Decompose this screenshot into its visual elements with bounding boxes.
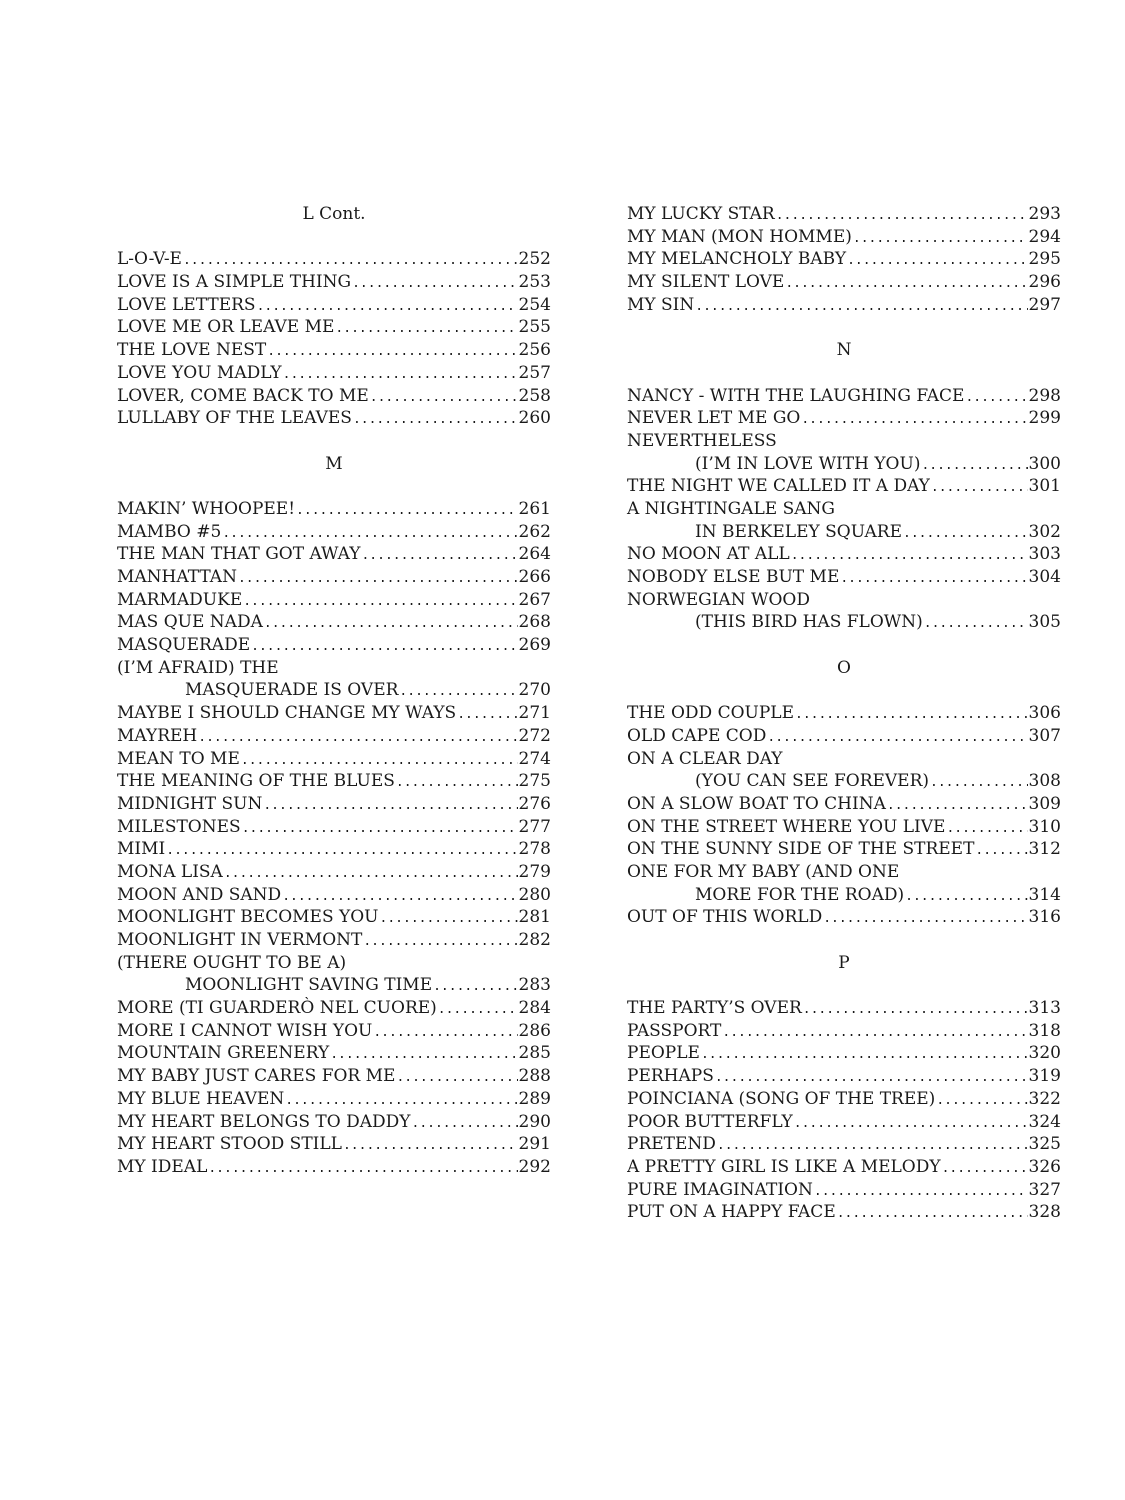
entry-title: MONA LISA — [117, 861, 223, 882]
entry-title: MASQUERADE IS OVER — [185, 680, 399, 701]
entry-page-number: 274 — [518, 748, 551, 769]
entry-title: MY BABY JUST CARES FOR ME — [117, 1066, 396, 1087]
index-entry — [117, 793, 551, 816]
index-column-left — [117, 203, 551, 1179]
entry-title: POINCIANA (SONG OF THE TREE) — [627, 1088, 936, 1109]
dot-leader — [701, 1044, 1028, 1065]
dot-leader — [803, 999, 1028, 1020]
index-entry — [627, 203, 1061, 226]
entry-title: PERHAPS — [627, 1066, 714, 1087]
index-entry — [117, 248, 551, 271]
index-entry — [627, 1179, 1061, 1202]
dot-leader — [887, 795, 1028, 816]
dot-leader — [243, 591, 517, 612]
entry-page-number: 310 — [1028, 816, 1061, 837]
dot-leader — [717, 1135, 1028, 1156]
index-entry — [117, 929, 551, 952]
index-entry — [627, 566, 1061, 589]
entry-title: MY HEART STOOD STILL — [117, 1134, 342, 1155]
entry-page-number: 268 — [518, 612, 551, 633]
entry-page-number: 272 — [518, 725, 551, 746]
index-entry — [117, 294, 551, 317]
dot-leader — [903, 523, 1028, 544]
dot-leader — [257, 296, 518, 317]
index-entry — [627, 1042, 1061, 1065]
index-entry — [627, 1065, 1061, 1088]
dot-leader — [251, 636, 517, 657]
entry-page-number: 304 — [1028, 567, 1061, 587]
entry-page-number: 267 — [518, 589, 551, 610]
dot-leader — [353, 409, 518, 430]
entry-page-number: 255 — [518, 317, 551, 338]
index-entry — [117, 816, 551, 839]
entry-page-number: 294 — [1028, 226, 1061, 247]
entry-page-number: 296 — [1028, 272, 1061, 293]
section-spacer — [117, 430, 551, 453]
dot-leader — [695, 296, 1027, 317]
entry-page-number: 256 — [518, 340, 551, 361]
index-entry — [627, 385, 1061, 408]
entry-title: NOBODY ELSE BUT ME — [627, 567, 840, 587]
entry-page-number: 326 — [1028, 1156, 1061, 1177]
entry-title: THE MAN THAT GOT AWAY — [117, 544, 361, 565]
entry-page-number: 279 — [518, 861, 551, 882]
index-entry — [117, 974, 551, 997]
dot-leader — [795, 704, 1028, 725]
section-spacer — [627, 634, 1061, 657]
section-spacer — [627, 679, 1061, 702]
index-entry — [627, 997, 1061, 1020]
index-entry — [627, 521, 1061, 544]
dot-leader — [361, 545, 517, 566]
index-entry-title-line: ONE FOR MY BABY (AND ONE — [627, 861, 900, 882]
dot-leader — [183, 250, 518, 271]
entry-title: MY SIN — [627, 294, 695, 315]
section-heading-p: P — [838, 952, 850, 973]
index-entry — [117, 1020, 551, 1043]
entry-title: MY LUCKY STAR — [627, 204, 775, 224]
index-entry — [627, 725, 1061, 748]
entry-title: LOVE LETTERS — [117, 294, 256, 315]
index-entry — [627, 294, 1061, 317]
dot-leader — [238, 568, 518, 589]
dot-leader — [370, 387, 518, 408]
dot-leader — [776, 205, 1028, 226]
dot-leader — [930, 772, 1028, 793]
dot-leader — [847, 250, 1027, 271]
index-entry — [627, 1020, 1061, 1043]
dot-leader — [946, 818, 1027, 839]
index-entry — [627, 1088, 1061, 1111]
entry-page-number: 277 — [518, 816, 551, 837]
entry-title: LOVER, COME BACK TO ME — [117, 385, 369, 406]
entry-title: LOVE YOU MADLY — [117, 362, 282, 383]
dot-leader — [722, 1022, 1027, 1043]
entry-title: PASSPORT — [627, 1020, 722, 1041]
entry-title: IN BERKELEY SQUARE — [695, 521, 903, 542]
index-entry-title-line: NEVERTHELESS — [627, 430, 777, 451]
section-heading-n: N — [836, 340, 852, 361]
entry-page-number: 313 — [1028, 998, 1061, 1019]
entry-title: MORE (TI GUARDERÒ NEL CUORE) — [117, 998, 437, 1019]
entry-title: NO MOON AT ALL — [627, 544, 790, 565]
entry-page-number: 314 — [1028, 884, 1061, 905]
index-entry — [117, 634, 551, 657]
entry-page-number: 285 — [518, 1043, 551, 1064]
entry-page-number: 318 — [1028, 1020, 1061, 1041]
entry-page-number: 291 — [518, 1134, 551, 1155]
dot-leader — [942, 1158, 1028, 1179]
index-entry — [117, 997, 551, 1020]
dot-leader — [433, 976, 517, 997]
entry-page-number: 261 — [518, 498, 551, 519]
index-entry — [117, 679, 551, 702]
entry-page-number: 302 — [1028, 521, 1061, 542]
section-spacer — [117, 226, 551, 249]
entry-title: THE MEANING OF THE BLUES — [117, 771, 395, 792]
entry-title: MOON AND SAND — [117, 884, 282, 905]
entry-title: ON THE STREET WHERE YOU LIVE — [627, 816, 946, 837]
entry-page-number: 308 — [1028, 771, 1061, 792]
index-entry — [117, 884, 551, 907]
entry-title: (I’M IN LOVE WITH YOU) — [695, 453, 921, 474]
entry-page-number: 299 — [1028, 408, 1061, 429]
entry-title: LOVE ME OR LEAVE ME — [117, 317, 335, 338]
index-entry — [627, 1156, 1061, 1179]
index-entry-title-line: ON A CLEAR DAY — [627, 748, 783, 769]
entry-title: MY SILENT LOVE — [627, 272, 785, 293]
entry-title: MAS QUE NADA — [117, 612, 263, 633]
entry-page-number: 253 — [518, 272, 551, 293]
dot-leader — [222, 523, 517, 544]
entry-page-number: 307 — [1028, 725, 1061, 746]
entry-title: MARMADUKE — [117, 589, 243, 610]
dot-leader — [198, 727, 517, 748]
entry-page-number: 280 — [518, 884, 551, 905]
section-spacer — [627, 316, 1061, 339]
entry-title: MOONLIGHT BECOMES YOU — [117, 907, 379, 928]
index-entry — [117, 271, 551, 294]
entry-page-number: 327 — [1028, 1179, 1061, 1200]
dot-leader — [905, 886, 1027, 907]
dot-leader — [373, 1022, 517, 1043]
entry-page-number: 325 — [1028, 1134, 1061, 1155]
dot-leader — [791, 545, 1028, 566]
dot-leader — [399, 681, 517, 702]
index-entry — [117, 521, 551, 544]
entry-title: MASQUERADE — [117, 635, 251, 656]
entry-page-number: 264 — [518, 544, 551, 565]
index-entry — [627, 271, 1061, 294]
dot-leader — [715, 1067, 1028, 1088]
index-entry — [117, 498, 551, 521]
index-entry — [117, 770, 551, 793]
index-entry — [117, 589, 551, 612]
section-spacer — [627, 974, 1061, 997]
entry-title: (THIS BIRD HAS FLOWN) — [695, 612, 923, 633]
index-entry — [627, 838, 1061, 861]
entry-title: MAYREH — [117, 725, 198, 746]
entry-title: LULLABY OF THE LEAVES — [117, 408, 352, 429]
entry-title: MAMBO #5 — [117, 521, 222, 542]
entry-title: THE NIGHT WE CALLED IT A DAY — [627, 476, 930, 497]
entry-title: MAYBE I SHOULD CHANGE MY WAYS — [117, 703, 457, 724]
entry-page-number: 282 — [518, 930, 551, 950]
entry-title: MAKIN’ WHOOPEE! — [117, 498, 296, 519]
dot-leader — [224, 863, 518, 884]
dot-leader — [438, 999, 518, 1020]
index-entry — [627, 226, 1061, 249]
index-entry — [627, 816, 1061, 839]
entry-page-number: 301 — [1028, 476, 1061, 497]
index-entry — [117, 611, 551, 634]
dot-leader — [296, 500, 518, 521]
entry-title: MORE FOR THE ROAD) — [695, 884, 905, 905]
index-entry — [117, 906, 551, 929]
entry-title: L-O-V-E — [117, 249, 182, 270]
section-heading-o: O — [837, 657, 851, 678]
entry-page-number: 286 — [518, 1020, 551, 1041]
dot-leader — [363, 931, 517, 952]
index-entry — [117, 1133, 551, 1156]
index-entry — [627, 793, 1061, 816]
entry-title: LOVE IS A SIMPLE THING — [117, 272, 352, 293]
index-entry — [117, 1065, 551, 1088]
dot-leader — [380, 908, 518, 929]
entry-title: ON THE SUNNY SIDE OF THE STREET — [627, 839, 975, 860]
index-entry-title-line: (I’M AFRAID) THE — [117, 657, 279, 678]
entry-page-number: 297 — [1028, 294, 1061, 315]
index-entry — [117, 748, 551, 771]
index-entry — [117, 702, 551, 725]
dot-leader — [823, 908, 1027, 929]
entry-title: MY BLUE HEAVEN — [117, 1088, 285, 1109]
entry-page-number: 324 — [1028, 1111, 1061, 1132]
dot-leader — [396, 772, 518, 793]
index-entry — [117, 861, 551, 884]
index-entry — [117, 339, 551, 362]
dot-leader — [208, 1158, 517, 1179]
dot-leader — [412, 1113, 518, 1134]
entry-title: THE LOVE NEST — [117, 340, 267, 361]
index-entry — [117, 543, 551, 566]
dot-leader — [794, 1113, 1028, 1134]
entry-page-number: 312 — [1028, 839, 1061, 860]
index-entry — [117, 362, 551, 385]
entry-page-number: 306 — [1028, 703, 1061, 724]
entry-page-number: 293 — [1028, 204, 1061, 224]
entry-page-number: 270 — [518, 680, 551, 701]
dot-leader — [335, 318, 517, 339]
dot-leader — [352, 273, 517, 294]
index-entry-title-line: NORWEGIAN WOOD — [627, 589, 810, 610]
index-entry-title-line: (THERE OUGHT TO BE A) — [117, 952, 347, 973]
dot-leader — [924, 613, 1028, 634]
dot-leader — [837, 1203, 1028, 1224]
entry-title: MIMI — [117, 839, 166, 860]
entry-title: (YOU CAN SEE FOREVER) — [695, 771, 930, 792]
index-entry — [117, 838, 551, 861]
entry-page-number: 316 — [1028, 907, 1061, 928]
index-entry — [627, 543, 1061, 566]
entry-page-number: 292 — [518, 1156, 551, 1177]
entry-page-number: 283 — [518, 975, 551, 996]
dot-leader — [267, 341, 517, 362]
entry-title: PURE IMAGINATION — [627, 1179, 813, 1200]
entry-title: MILESTONES — [117, 816, 241, 837]
index-entry — [627, 770, 1061, 793]
dot-leader — [965, 387, 1027, 408]
dot-leader — [457, 704, 517, 725]
dot-leader — [242, 818, 518, 839]
entry-title: MOUNTAIN GREENERY — [117, 1043, 330, 1064]
section-spacer — [627, 929, 1061, 952]
index-entry — [117, 316, 551, 339]
entry-title: A PRETTY GIRL IS LIKE A MELODY — [627, 1156, 941, 1177]
entry-title: THE PARTY’S OVER — [627, 998, 802, 1019]
dot-leader — [166, 840, 517, 861]
entry-title: PUT ON A HAPPY FACE — [627, 1202, 836, 1223]
entry-page-number: 275 — [518, 771, 551, 792]
entry-title: MANHATTAN — [117, 567, 237, 587]
entry-title: MY MAN (MON HOMME) — [627, 226, 852, 247]
entry-page-number: 278 — [518, 839, 551, 860]
entry-title: MY HEART BELONGS TO DADDY — [117, 1111, 411, 1132]
entry-page-number: 288 — [518, 1066, 551, 1087]
index-entry — [117, 1088, 551, 1111]
index-entry — [627, 702, 1061, 725]
dot-leader — [282, 886, 517, 907]
entry-title: MY IDEAL — [117, 1156, 208, 1177]
entry-page-number: 295 — [1028, 249, 1061, 270]
index-entry-title-line: A NIGHTINGALE SANG — [627, 498, 835, 519]
entry-title: THE ODD COUPLE — [627, 703, 794, 724]
index-entry — [117, 385, 551, 408]
index-entry — [627, 1201, 1061, 1224]
entry-page-number: 266 — [518, 567, 551, 587]
index-entry — [627, 248, 1061, 271]
index-entry — [627, 884, 1061, 907]
entry-page-number: 271 — [518, 703, 551, 724]
entry-title: MOONLIGHT SAVING TIME — [185, 975, 433, 996]
dot-leader — [283, 364, 518, 385]
dot-leader — [801, 409, 1027, 430]
dot-leader — [263, 795, 517, 816]
entry-title: OUT OF THIS WORLD — [627, 907, 823, 928]
entry-title: POOR BUTTERFLY — [627, 1111, 793, 1132]
entry-page-number: 303 — [1028, 544, 1061, 565]
index-entry — [117, 1156, 551, 1179]
dot-leader — [767, 727, 1027, 748]
entry-page-number: 300 — [1028, 453, 1061, 474]
index-entry — [627, 475, 1061, 498]
index-entry — [627, 1133, 1061, 1156]
entry-title: MOONLIGHT IN VERMONT — [117, 930, 363, 950]
entry-page-number: 257 — [518, 362, 551, 383]
section-spacer — [627, 362, 1061, 385]
entry-page-number: 269 — [518, 635, 551, 656]
index-entry — [627, 453, 1061, 476]
entry-title: PEOPLE — [627, 1043, 700, 1064]
dot-leader — [936, 1090, 1027, 1111]
index-entry — [117, 566, 551, 589]
index-entry — [627, 407, 1061, 430]
index-entry — [117, 1111, 551, 1134]
entry-title: MIDNIGHT SUN — [117, 793, 263, 814]
index-entry — [117, 1042, 551, 1065]
dot-leader — [264, 613, 518, 634]
entry-page-number: 322 — [1028, 1088, 1061, 1109]
entry-page-number: 305 — [1028, 612, 1061, 633]
dot-leader — [396, 1067, 517, 1088]
entry-page-number: 319 — [1028, 1066, 1061, 1087]
dot-leader — [343, 1135, 518, 1156]
dot-leader — [814, 1181, 1028, 1202]
section-heading-l-cont: L Cont. — [302, 204, 366, 224]
dot-leader — [853, 228, 1028, 249]
entry-page-number: 289 — [518, 1088, 551, 1109]
dot-leader — [840, 568, 1027, 589]
index-entry — [627, 906, 1061, 929]
entry-page-number: 281 — [518, 907, 551, 928]
dot-leader — [330, 1044, 517, 1065]
entry-page-number: 284 — [518, 998, 551, 1019]
entry-page-number: 276 — [518, 793, 551, 814]
entry-page-number: 262 — [518, 521, 551, 542]
entry-title: NEVER LET ME GO — [627, 408, 801, 429]
entry-page-number: 254 — [518, 294, 551, 315]
index-entry — [117, 725, 551, 748]
entry-title: MORE I CANNOT WISH YOU — [117, 1020, 373, 1041]
index-column-right — [627, 203, 1061, 1224]
dot-leader — [975, 840, 1027, 861]
entry-page-number: 328 — [1028, 1202, 1061, 1223]
entry-title: OLD CAPE COD — [627, 725, 767, 746]
entry-page-number: 258 — [518, 385, 551, 406]
dot-leader — [921, 455, 1027, 476]
dot-leader — [931, 477, 1028, 498]
entry-title: ON A SLOW BOAT TO CHINA — [627, 793, 886, 814]
entry-page-number: 309 — [1028, 793, 1061, 814]
entry-title: PRETEND — [627, 1134, 716, 1155]
dot-leader — [785, 273, 1027, 294]
index-entry — [627, 1111, 1061, 1134]
entry-page-number: 252 — [518, 249, 551, 270]
index-entry — [117, 407, 551, 430]
entry-page-number: 320 — [1028, 1043, 1061, 1064]
entry-page-number: 260 — [518, 408, 551, 429]
dot-leader — [285, 1090, 517, 1111]
entry-title: MEAN TO ME — [117, 748, 240, 769]
section-heading-m: M — [325, 453, 343, 474]
section-spacer — [117, 475, 551, 498]
entry-page-number: 298 — [1028, 385, 1061, 406]
entry-title: MY MELANCHOLY BABY — [627, 249, 847, 270]
dot-leader — [241, 750, 518, 771]
entry-title: NANCY - WITH THE LAUGHING FACE — [627, 385, 965, 406]
entry-page-number: 290 — [518, 1111, 551, 1132]
index-entry — [627, 611, 1061, 634]
